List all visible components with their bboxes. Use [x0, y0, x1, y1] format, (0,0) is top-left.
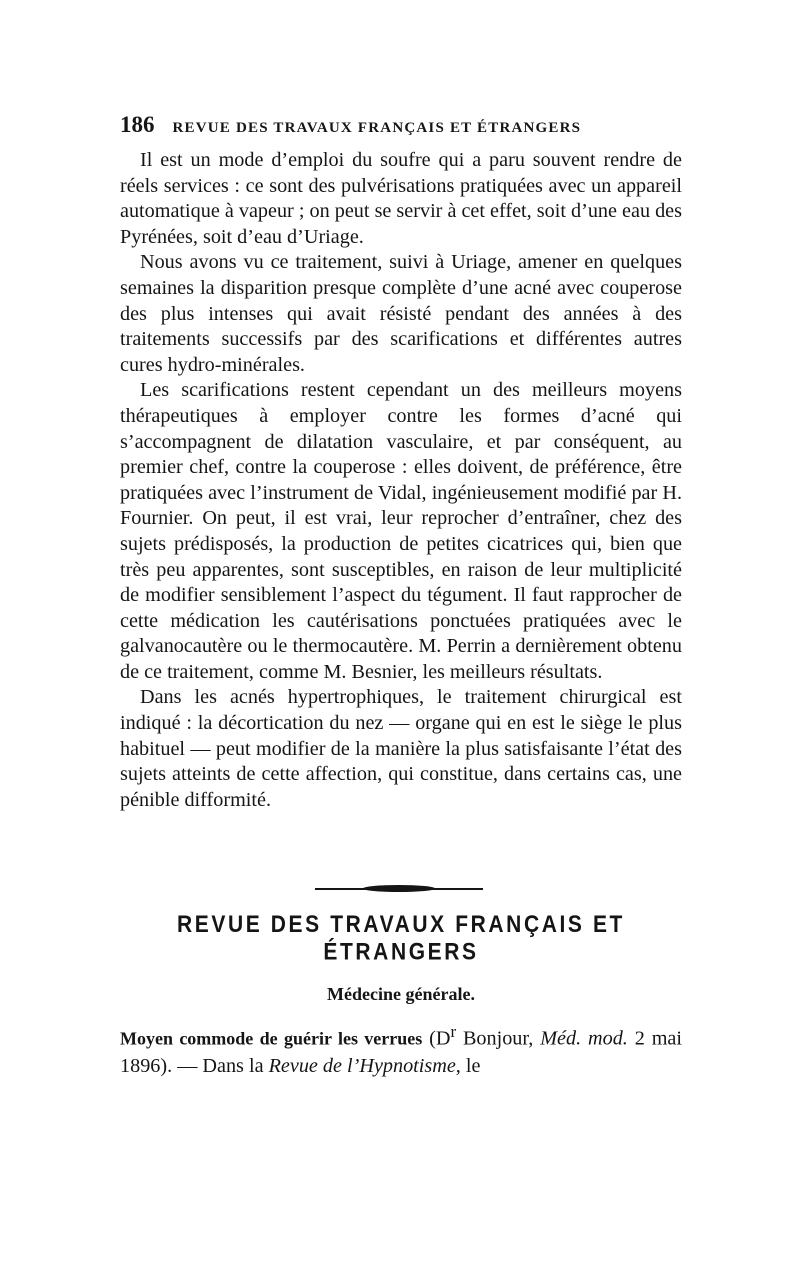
entry-author: Bonjour, — [456, 1027, 541, 1050]
paragraph: Dans les acnés hypertrophiques, le traitement chirurgical est indiqué : la décortication du nez — organe qui en est le siège le plus habituel — peut modifier de la manière la plus satisfaisante l’état des sujets atteints de cette affection, qui constitue, dans certains cas, une pénible difformité. — [120, 686, 682, 811]
section-title: REVUE DES TRAVAUX FRANÇAIS ET ÉTRANGERS — [177, 911, 625, 966]
paragraph: Les scarifications restent cependant un des meilleurs moyens thérapeutiques à employer contre les formes d’acné qui s’accompagnent de dilatation vasculaire, et par conséquent, au premier chef, contre la couperose : elles doivent, de préférence, être pratiquées avec l’instrument de Vidal, ingénieusement modifié par H. Fournier. On peut, il est vrai, leur reprocher d’entraîner, chez des sujets prédisposés, la production de petites cicatrices qui, bien que très peu apparentes, sont susceptibles, en raison de leur multiplicité de modifier sensiblement l’aspect du tégument. Il faut rapprocher de cette médication les cautérisations ponctuées pratiquées avec le galvanocautère ou le thermocautère. M. Perrin a dernièrement obtenu de ce traitement, comme M. Besnier, les meilleurs résultats. — [120, 379, 682, 683]
entry-title-abbrev: r — [450, 1022, 457, 1041]
paragraph: Nous avons vu ce traitement, suivi à Uriage, amener en quelques semaines la disparition presque complète d’une acné avec couperose des plus intenses qui avait résisté pendant des années à des traitements successifs par des scarifications et différentes autres cures hydro-minérales. — [120, 251, 682, 376]
subsection-title: Médecine générale. — [327, 984, 475, 1004]
page-number: 186 — [120, 112, 155, 137]
paragraph: Il est un mode d’emploi du soufre qui a paru souvent rendre de réels services : ce sont des pulvérisations pratiquées avec un appareil automatique à vapeur ; on peut se servir à cet effet, soit d’une eau des Pyrénées, soit d’eau d’Uriage. — [120, 149, 682, 248]
entry-journal: Méd. mod. — [540, 1027, 628, 1050]
entry-revue: Revue de l’Hypnotisme — [268, 1054, 456, 1077]
article-entry — [120, 1018, 682, 1080]
entry-date: 2 mai 1896). — Dans la — [120, 1027, 682, 1077]
body-text — [120, 148, 682, 813]
entry-open: (D — [422, 1027, 451, 1050]
entry-tail: , le — [455, 1054, 481, 1077]
running-title: REVUE DES TRAVAUX FRANÇAIS ET ÉTRANGERS — [172, 120, 582, 136]
page-header — [120, 112, 680, 138]
entry-lead: Moyen commode de guérir les verrues — [120, 1028, 423, 1049]
section-divider — [315, 885, 483, 893]
